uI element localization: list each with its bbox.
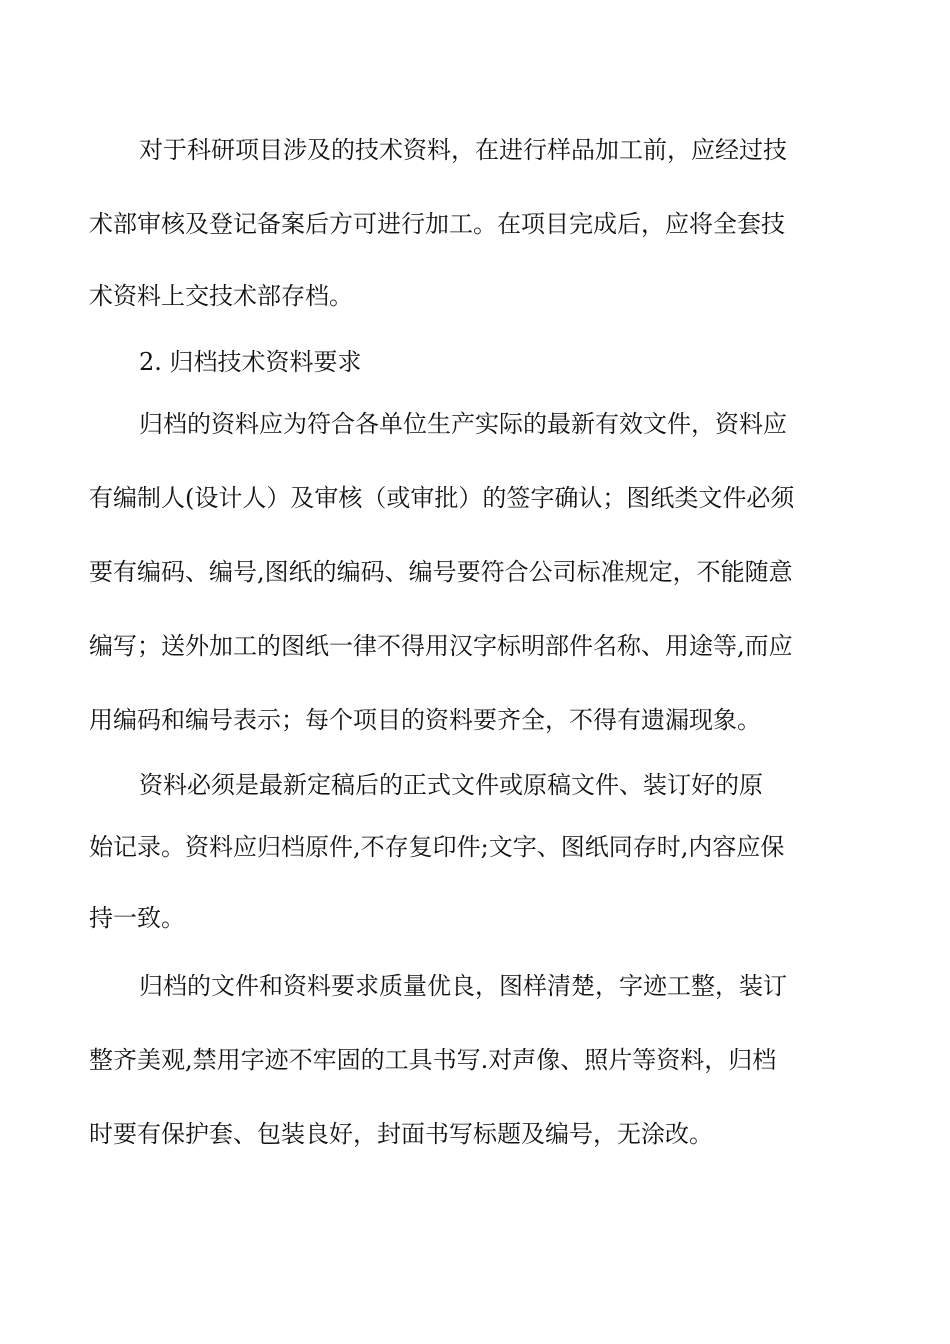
paragraph-3-line-3: 持一致。 [89, 904, 185, 932]
text-line [0, 204, 950, 244]
paragraph-1-line-2: 术部审核及登记备案后方可进行加工。在项目完成后，应将全套技 [89, 210, 785, 238]
paragraph-2-line-4: 编写；送外加工的图纸一律不得用汉字标明部件名称、用途等,而应 [89, 632, 793, 660]
text-line [0, 130, 950, 170]
paragraph-2-line-1: 归档的资料应为符合各单位生产实际的最新有效文件，资料应 [139, 410, 787, 438]
paragraph-2-line-3: 要有编码、编号,图纸的编码、编号要符合公司标准规定，不能随意 [89, 558, 793, 586]
text-line [0, 404, 950, 444]
paragraph-1-line-3: 术资料上交技术部存档。 [89, 282, 353, 310]
text-line [0, 478, 950, 518]
paragraph-2-line-5: 用编码和编号表示；每个项目的资料要齐全，不得有遗漏现象。 [89, 706, 761, 734]
paragraph-2-line-2: 有编制人(设计人）及审核（或审批）的签字确认；图纸类文件必须 [89, 484, 795, 512]
text-line [0, 1040, 950, 1080]
text-line [0, 898, 950, 938]
text-line [0, 827, 950, 867]
paragraph-4-line-2: 整齐美观,禁用字迹不牢固的工具书写.对声像、照片等资料，归档 [89, 1046, 777, 1074]
text-line [0, 342, 950, 382]
text-line [0, 276, 950, 316]
text-line [0, 700, 950, 740]
section-heading: 2. 归档技术资料要求 [139, 348, 362, 376]
text-line [0, 765, 950, 805]
paragraph-1-line-1: 对于科研项目涉及的技术资料，在进行样品加工前，应经过技 [139, 136, 787, 164]
paragraph-4-line-1: 归档的文件和资料要求质量优良，图样清楚，字迹工整，装订 [139, 972, 787, 1000]
paragraph-4-line-3: 时要有保护套、包装良好，封面书写标题及编号，无涂改。 [89, 1120, 713, 1148]
paragraph-3-line-2: 始记录。资料应归档原件,不存复印件;文字、图纸同存时,内容应保 [89, 833, 785, 861]
paragraph-3-line-1: 资料必须是最新定稿后的正式文件或原稿文件、装订好的原 [139, 771, 763, 799]
text-line [0, 1114, 950, 1154]
text-line [0, 552, 950, 592]
text-line [0, 966, 950, 1006]
text-line [0, 626, 950, 666]
